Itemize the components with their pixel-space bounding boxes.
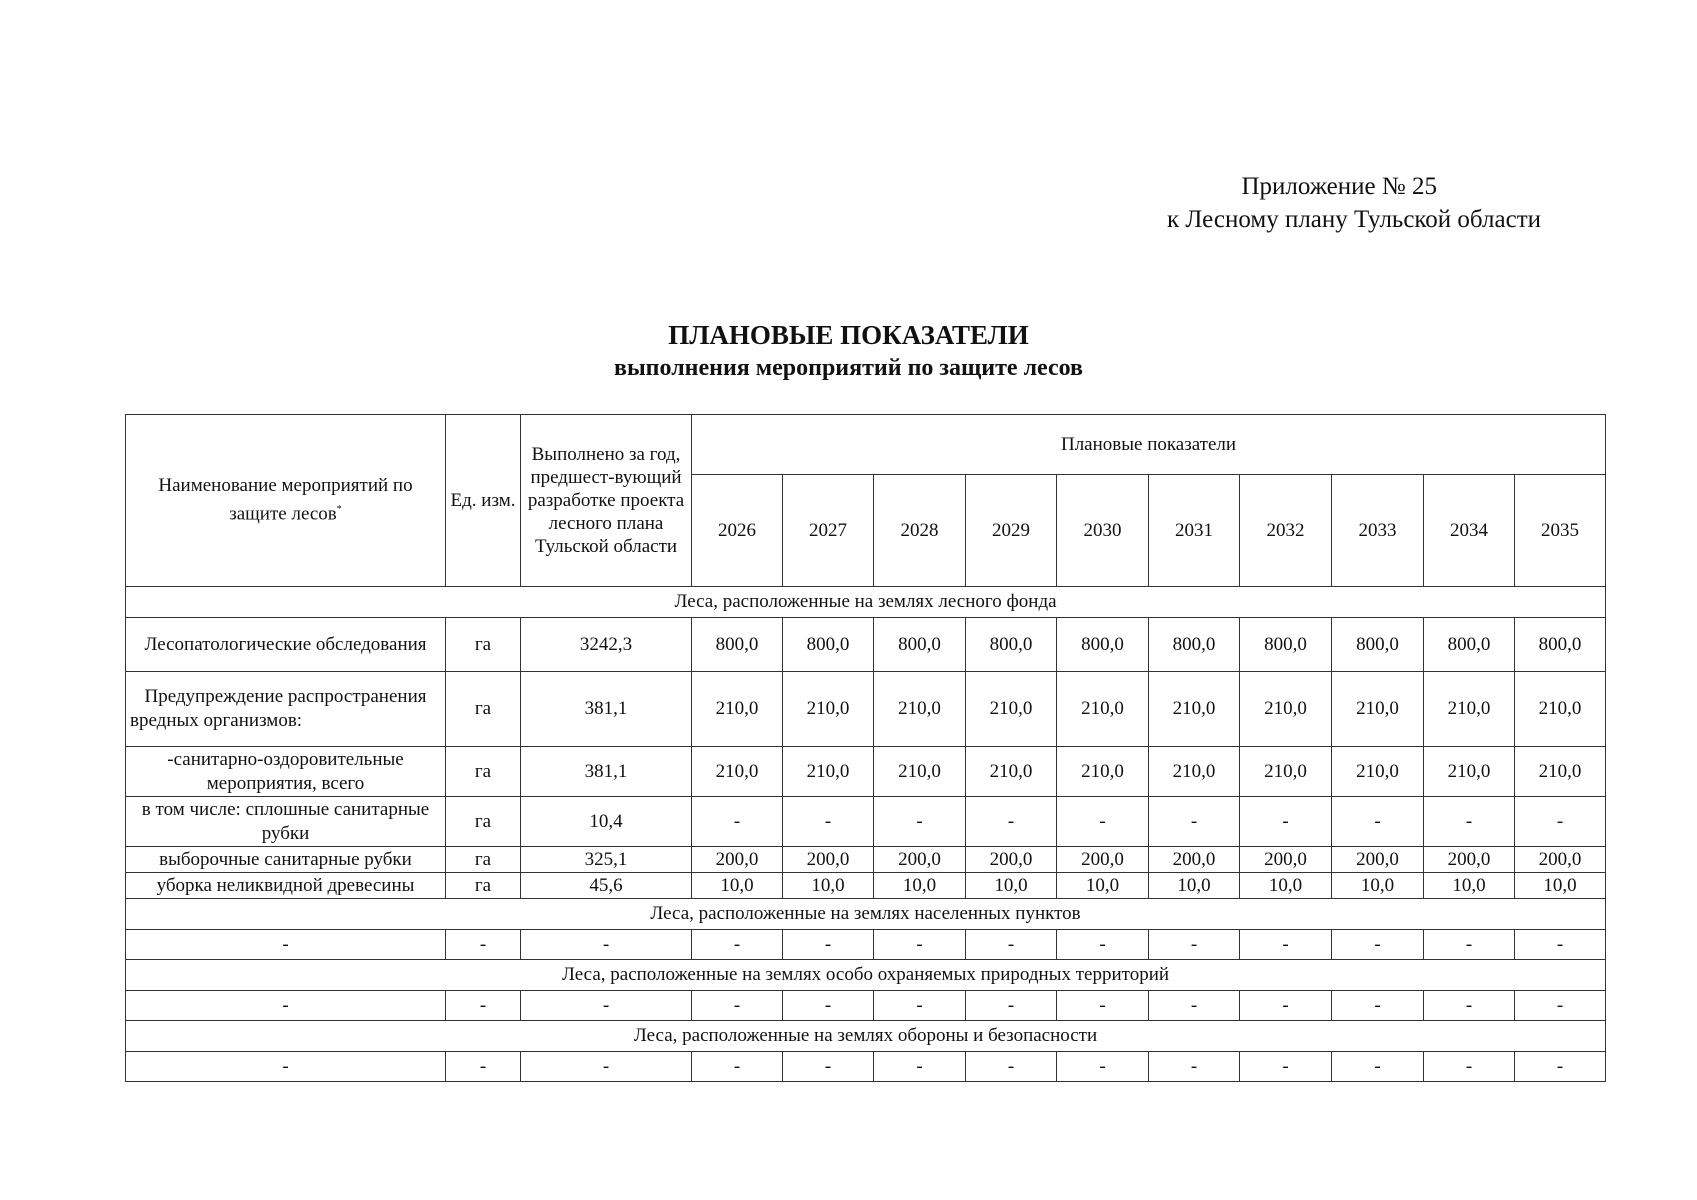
row-name: - bbox=[126, 1052, 446, 1082]
row-year-value: - bbox=[1515, 930, 1606, 960]
row-name: Лесопатологические обследования bbox=[126, 618, 446, 672]
row-year-value: - bbox=[692, 797, 783, 847]
section-row bbox=[126, 587, 1606, 618]
row-previous-value: 10,4 bbox=[521, 797, 692, 847]
row-year-value: 10,0 bbox=[692, 873, 783, 899]
row-unit: га bbox=[446, 672, 521, 747]
table-row bbox=[126, 1052, 1606, 1082]
row-year-value: - bbox=[1424, 930, 1515, 960]
row-year-value: - bbox=[1057, 1052, 1149, 1082]
row-previous-value: 45,6 bbox=[521, 873, 692, 899]
row-year-value: 210,0 bbox=[1515, 747, 1606, 797]
row-unit: га bbox=[446, 797, 521, 847]
section-title: Леса, расположенные на землях лесного фонда bbox=[126, 587, 1606, 618]
row-year-value: 10,0 bbox=[1240, 873, 1332, 899]
row-year-value: - bbox=[874, 991, 966, 1021]
row-previous-value: 325,1 bbox=[521, 847, 692, 873]
row-year-value: 210,0 bbox=[1515, 672, 1606, 747]
row-unit: - bbox=[446, 1052, 521, 1082]
row-year-value: 200,0 bbox=[1424, 847, 1515, 873]
row-year-value: 800,0 bbox=[692, 618, 783, 672]
row-year-value: - bbox=[692, 930, 783, 960]
row-previous-value: - bbox=[521, 1052, 692, 1082]
row-year-value: - bbox=[966, 930, 1057, 960]
row-year-value: 200,0 bbox=[966, 847, 1057, 873]
table-row bbox=[126, 847, 1606, 873]
header-name-text: Наименование мероприятий по защите лесов bbox=[158, 475, 413, 525]
row-name: - bbox=[126, 991, 446, 1021]
header-year: 2034 bbox=[1424, 475, 1515, 587]
section-row bbox=[126, 960, 1606, 991]
row-year-value: - bbox=[1332, 930, 1424, 960]
row-previous-value: 3242,3 bbox=[521, 618, 692, 672]
appendix-number: Приложение № 25 bbox=[1241, 173, 1437, 200]
row-year-value: 210,0 bbox=[1332, 747, 1424, 797]
row-year-value: - bbox=[1149, 797, 1240, 847]
row-year-value: - bbox=[874, 930, 966, 960]
row-previous-value: - bbox=[521, 991, 692, 1021]
row-year-value: 210,0 bbox=[874, 672, 966, 747]
header-year: 2031 bbox=[1149, 475, 1240, 587]
row-year-value: - bbox=[1149, 991, 1240, 1021]
row-unit: - bbox=[446, 930, 521, 960]
header-year: 2035 bbox=[1515, 475, 1606, 587]
row-unit: га bbox=[446, 847, 521, 873]
row-year-value: - bbox=[783, 930, 874, 960]
row-year-value: - bbox=[1149, 930, 1240, 960]
title-main: ПЛАНОВЫЕ ПОКАЗАТЕЛИ bbox=[668, 320, 1029, 350]
row-unit: га bbox=[446, 618, 521, 672]
header-year: 2030 bbox=[1057, 475, 1149, 587]
section-row bbox=[126, 899, 1606, 930]
row-year-value: - bbox=[966, 797, 1057, 847]
row-year-value: 210,0 bbox=[1332, 672, 1424, 747]
row-year-value: 800,0 bbox=[1515, 618, 1606, 672]
header-previous-year: Выполнено за год, предшест-вующий разработке проекта лесного плана Тульской области bbox=[521, 415, 692, 587]
document-title bbox=[0, 318, 1697, 384]
header-year: 2027 bbox=[783, 475, 874, 587]
row-name: в том числе: сплошные санитарные рубки bbox=[126, 797, 446, 847]
header-year: 2028 bbox=[874, 475, 966, 587]
header-unit: Ед. изм. bbox=[446, 415, 521, 587]
section-title: Леса, расположенные на землях обороны и безопасности bbox=[126, 1021, 1606, 1052]
row-year-value: 210,0 bbox=[966, 747, 1057, 797]
row-year-value: - bbox=[1240, 930, 1332, 960]
row-previous-value: 381,1 bbox=[521, 672, 692, 747]
appendix-reference: к Лесному плану Тульской области bbox=[1166, 206, 1541, 233]
header-year: 2029 bbox=[966, 475, 1057, 587]
row-year-value: - bbox=[874, 797, 966, 847]
row-year-value: 200,0 bbox=[1057, 847, 1149, 873]
row-year-value: 200,0 bbox=[1515, 847, 1606, 873]
table-row bbox=[126, 618, 1606, 672]
header-year: 2026 bbox=[692, 475, 783, 587]
row-year-value: - bbox=[1515, 797, 1606, 847]
row-name: выборочные санитарные рубки bbox=[126, 847, 446, 873]
header-name bbox=[126, 415, 446, 587]
table-row bbox=[126, 672, 1606, 747]
header-year: 2032 bbox=[1240, 475, 1332, 587]
table-row bbox=[126, 747, 1606, 797]
table-row bbox=[126, 991, 1606, 1021]
row-year-value: 210,0 bbox=[783, 747, 874, 797]
row-year-value: - bbox=[1240, 797, 1332, 847]
row-year-value: - bbox=[692, 991, 783, 1021]
section-title: Леса, расположенные на землях населенных пунктов bbox=[126, 899, 1606, 930]
appendix-note bbox=[1167, 170, 1541, 236]
row-year-value: 10,0 bbox=[1515, 873, 1606, 899]
row-year-value: 200,0 bbox=[1149, 847, 1240, 873]
row-year-value: 800,0 bbox=[1057, 618, 1149, 672]
row-previous-value: 381,1 bbox=[521, 747, 692, 797]
row-year-value: 800,0 bbox=[1240, 618, 1332, 672]
row-year-value: 210,0 bbox=[1057, 747, 1149, 797]
row-year-value: 200,0 bbox=[874, 847, 966, 873]
row-year-value: - bbox=[1515, 1052, 1606, 1082]
title-sub: выполнения мероприятий по защите лесов bbox=[613, 355, 1083, 381]
row-year-value: 10,0 bbox=[966, 873, 1057, 899]
row-year-value: 10,0 bbox=[783, 873, 874, 899]
row-year-value: 800,0 bbox=[1332, 618, 1424, 672]
row-year-value: 800,0 bbox=[1149, 618, 1240, 672]
row-year-value: - bbox=[1515, 991, 1606, 1021]
row-year-value: 210,0 bbox=[966, 672, 1057, 747]
row-year-value: 10,0 bbox=[1332, 873, 1424, 899]
row-year-value: 210,0 bbox=[1240, 672, 1332, 747]
row-name: уборка неликвидной древесины bbox=[126, 873, 446, 899]
section-title: Леса, расположенные на землях особо охраняемых природных территорий bbox=[126, 960, 1606, 991]
row-year-value: - bbox=[1149, 1052, 1240, 1082]
row-year-value: 800,0 bbox=[783, 618, 874, 672]
row-year-value: 10,0 bbox=[874, 873, 966, 899]
row-unit: га bbox=[446, 873, 521, 899]
row-year-value: - bbox=[1424, 991, 1515, 1021]
row-year-value: 210,0 bbox=[692, 672, 783, 747]
row-year-value: - bbox=[783, 797, 874, 847]
row-year-value: - bbox=[1424, 797, 1515, 847]
indicators-table bbox=[125, 414, 1606, 1082]
row-year-value: - bbox=[692, 1052, 783, 1082]
row-year-value: - bbox=[1057, 991, 1149, 1021]
row-name: - bbox=[126, 930, 446, 960]
row-unit: га bbox=[446, 747, 521, 797]
row-name: Предупреждение распространения вредных организмов: bbox=[126, 672, 446, 747]
row-year-value: - bbox=[966, 1052, 1057, 1082]
section-row bbox=[126, 1021, 1606, 1052]
row-year-value: - bbox=[783, 991, 874, 1021]
row-year-value: 210,0 bbox=[692, 747, 783, 797]
row-year-value: - bbox=[783, 1052, 874, 1082]
row-year-value: - bbox=[1057, 930, 1149, 960]
row-year-value: - bbox=[1057, 797, 1149, 847]
row-year-value: 800,0 bbox=[966, 618, 1057, 672]
row-year-value: - bbox=[1240, 1052, 1332, 1082]
row-name: -санитарно-оздоровительные мероприятия, всего bbox=[126, 747, 446, 797]
row-year-value: - bbox=[966, 991, 1057, 1021]
header-year: 2033 bbox=[1332, 475, 1424, 587]
row-year-value: 210,0 bbox=[874, 747, 966, 797]
row-year-value: 210,0 bbox=[1424, 672, 1515, 747]
row-year-value: 10,0 bbox=[1424, 873, 1515, 899]
row-year-value: 210,0 bbox=[1149, 747, 1240, 797]
row-year-value: - bbox=[1332, 797, 1424, 847]
row-year-value: - bbox=[1240, 991, 1332, 1021]
row-previous-value: - bbox=[521, 930, 692, 960]
row-year-value: 210,0 bbox=[1424, 747, 1515, 797]
table-row bbox=[126, 797, 1606, 847]
table-body bbox=[126, 587, 1606, 1082]
row-year-value: 10,0 bbox=[1149, 873, 1240, 899]
row-year-value: 200,0 bbox=[783, 847, 874, 873]
row-year-value: - bbox=[1332, 1052, 1424, 1082]
row-year-value: 200,0 bbox=[1332, 847, 1424, 873]
row-year-value: - bbox=[1424, 1052, 1515, 1082]
row-year-value: - bbox=[874, 1052, 966, 1082]
row-year-value: 800,0 bbox=[1424, 618, 1515, 672]
header-planned: Плановые показатели bbox=[692, 415, 1606, 475]
row-year-value: 800,0 bbox=[874, 618, 966, 672]
row-unit: - bbox=[446, 991, 521, 1021]
table-row bbox=[126, 873, 1606, 899]
row-year-value: 210,0 bbox=[783, 672, 874, 747]
row-year-value: - bbox=[1332, 991, 1424, 1021]
footnote-mark: * bbox=[336, 504, 342, 516]
row-year-value: 200,0 bbox=[1240, 847, 1332, 873]
row-year-value: 10,0 bbox=[1057, 873, 1149, 899]
row-year-value: 200,0 bbox=[692, 847, 783, 873]
row-year-value: 210,0 bbox=[1149, 672, 1240, 747]
row-year-value: 210,0 bbox=[1240, 747, 1332, 797]
row-year-value: 210,0 bbox=[1057, 672, 1149, 747]
table-row bbox=[126, 930, 1606, 960]
